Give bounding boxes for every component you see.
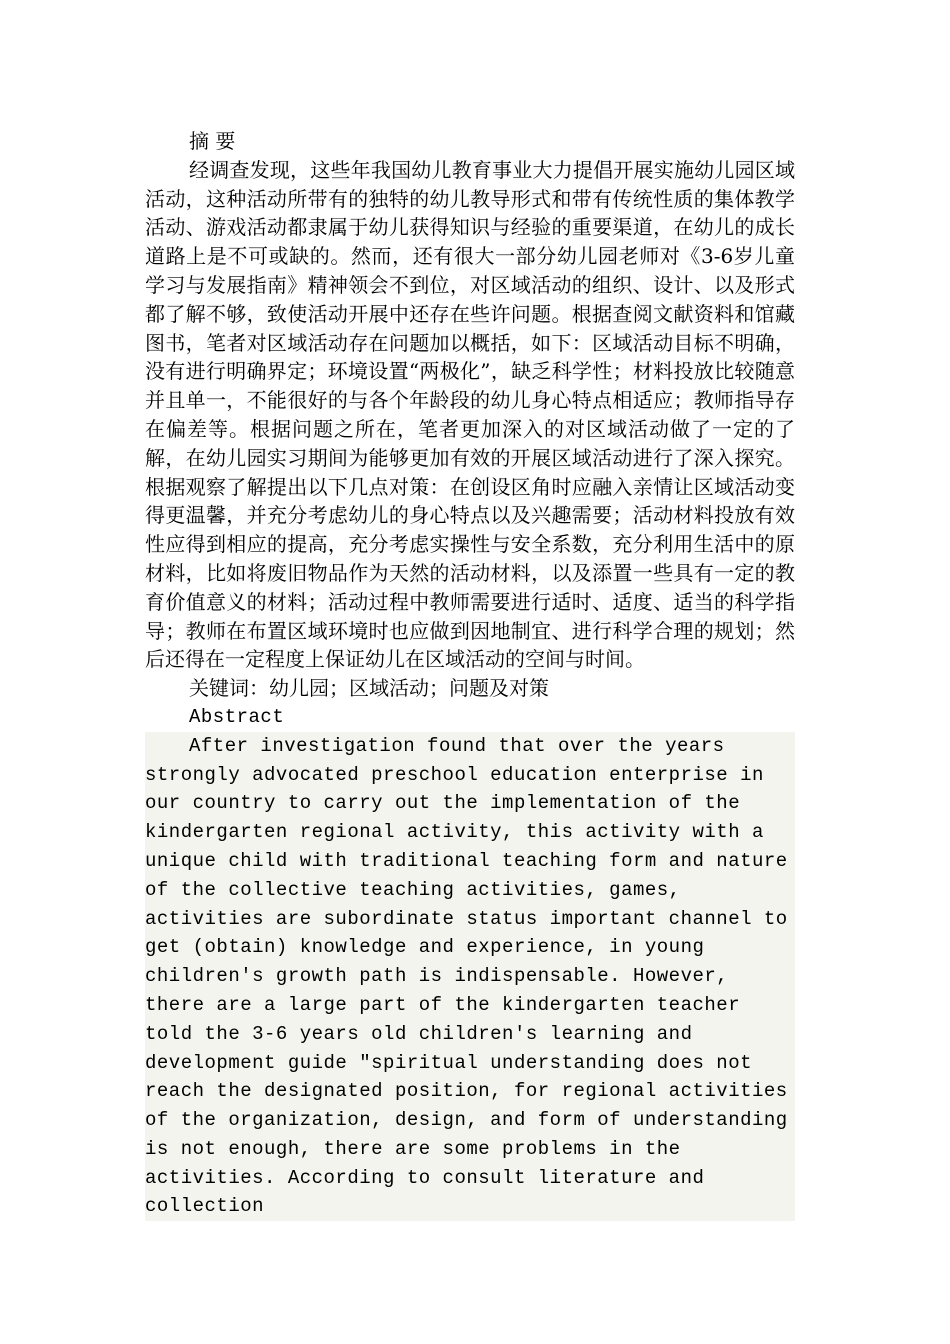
abstract-cn-heading: 摘 要 [189,129,236,153]
abstract-en-body: After investigation found that over the years strongly advocated preschool education enterprise in our country to carry out the implementation of the kindergarten regional activity, this activity with a unique child with traditional teaching form and nature of the collective teaching activities, games, activities are subordinate status important channel to get (obtain) knowledge and experience, in young children's growth path is indispensable. However, there are a large part of the kindergarten teacher told the 3-6 years old children's learning and development guide "spiritual understanding does not reach the designated position, for regional activities of the organization, design, and form of understanding is not enough, there are some problems in the activities. According to consult literature and collection [145,732,795,1222]
abstract-cn-body: 经调查发现，这些年我国幼儿教育事业大力提倡开展实施幼儿园区域活动，这种活动所带有的独特的幼儿教导形式和带有传统性质的集体教学活动、游戏活动都隶属于幼儿获得知识与经验的重要渠道，在幼儿的成长道路上是不可或缺的。然而，还有很大一部分幼儿园老师对《3-6岁儿童学习与发展指南》精神领会不到位，对区域活动的组织、设计、以及形式都了解不够，致使活动开展中还存在些许问题。根据查阅文献资料和馆藏图书，笔者对区域活动存在问题加以概括，如下：区域活动目标不明确，没有进行明确界定；环境设置“两极化”，缺乏科学性；材料投放比较随意并且单一，不能很好的与各个年龄段的幼儿身心特点相适应；教师指导存在偏差等。根据问题之所在，笔者更加深入的对区域活动做了一定的了解，在幼儿园实习期间为能够更加有效的开展区域活动进行了深入探究。根据观察了解提出以下几点对策：在创设区角时应融入亲情让区域活动变得更温馨，并充分考虑幼儿的身心特点以及兴趣需要；活动材料投放有效性应得到相应的提高，充分考虑实操性与安全系数，充分利用生活中的原材料，比如将废旧物品作为天然的活动材料，以及添置一些具有一定的教育价值意义的材料；活动过程中教师需要进行适时、适度、适当的科学指导；教师在布置区域环境时也应做到因地制宜、进行科学合理的规划；然后还得在一定程度上保证幼儿在区域活动的空间与时间。 [145,157,795,672]
keywords-cn: 关键词：幼儿园；区域活动；问题及对策 [189,676,549,701]
page-content [145,127,795,1221]
abstract-en-heading: Abstract [189,705,285,728]
